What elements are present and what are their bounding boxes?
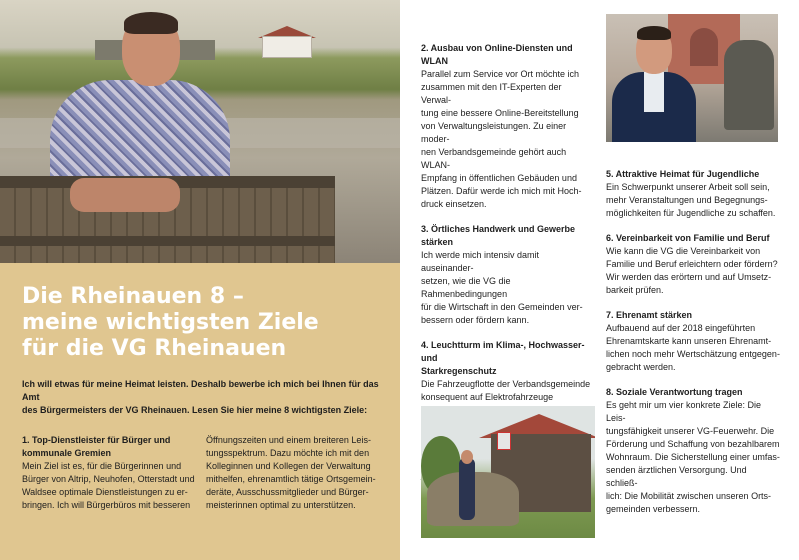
goal-5-title: 5. Attraktive Heimat für Jugendliche	[606, 169, 760, 179]
body-line: Mein Ziel ist es, für die Bürgerinnen und	[22, 461, 182, 471]
goal-1-column-right	[206, 434, 391, 512]
candidate-fence-photo	[0, 0, 400, 263]
intro-line: Ich will etwas für meine Heimat leisten. Deshalb bewerbe ich mich bei Ihnen für das Amt	[22, 379, 379, 402]
intro-text	[22, 378, 387, 417]
body-line: lichen noch mehr Wertschätzung entgegen-	[606, 349, 780, 359]
body-line: tungsfähigkeit unserer VG-Feuerwehr. Die	[606, 426, 775, 436]
body-line: Bürger von Altrip, Neuhofen, Otterstadt und	[22, 474, 195, 484]
photo-person-hair	[637, 26, 671, 40]
body-line: Öffnungszeiten und einem breiteren Leis-	[206, 435, 371, 445]
body-line: Familie und Beruf erleichtern oder fördern?	[606, 259, 778, 269]
photo-fence-rail-lower	[0, 236, 335, 246]
photo-person	[459, 458, 475, 520]
goal-5	[606, 168, 780, 220]
goal-7-title: 7. Ehrenamt stärken	[606, 310, 693, 320]
body-line: mehr Veranstaltungen und Begegnungs-	[606, 195, 768, 205]
body-line: gemeinden verbessern.	[606, 504, 701, 514]
photo-person-arms	[70, 178, 180, 212]
right-column-outer	[606, 168, 780, 528]
goal-4-title-line: 4. Leuchtturm im Klima-, Hochwasser- und	[421, 340, 585, 363]
photo-sign	[497, 432, 511, 450]
body-line: für die Wirtschaft in den Gemeinden ver-	[421, 302, 583, 312]
photo-statue	[724, 40, 774, 130]
goal-1-title-line: kommunale Gremien	[22, 448, 112, 458]
body-line: meisterinnen optimal zu unterstützen.	[206, 500, 356, 510]
barn-photo	[421, 406, 595, 538]
headline-line-3: für die VG Rheinauen	[22, 336, 287, 361]
goal-6-title: 6. Vereinbarkeit von Familie und Beruf	[606, 233, 770, 243]
goal-1-body-left	[22, 460, 200, 512]
photo-person-hair	[124, 12, 178, 34]
body-line: lich: Die Mobilität zwischen unseren Orts-	[606, 491, 772, 501]
body-line: barkeit prüfen.	[606, 285, 664, 295]
body-line: Empfang in öffentlichen Gebäuden und	[421, 173, 577, 183]
body-line: möglichkeiten für Jugendliche zu schaffen.	[606, 208, 776, 218]
page-headline	[22, 284, 392, 362]
body-line: mithelfen, ehrenamtlich tätige Ortsgemein-	[206, 474, 376, 484]
body-line: tung eine bessere Online-Bereitstellung	[421, 108, 579, 118]
body-line: Kolleginnen und Kollegen der Verwaltung	[206, 461, 371, 471]
intro-line: des Bürgermeisters der VG Rheinauen. Lesen Sie hier meine 8 wichtigsten Ziele:	[22, 405, 368, 415]
body-line: gebracht werden.	[606, 362, 676, 372]
goal-2-title: 2. Ausbau von Online-Diensten und WLAN	[421, 43, 573, 66]
body-line: zusammen mit den IT-Experten der Verwal-	[421, 82, 562, 105]
body-line: bessern oder fördern kann.	[421, 315, 530, 325]
goal-3	[421, 223, 593, 327]
body-line: Wie kann die VG die Vereinbarkeit von	[606, 246, 761, 256]
headline-line-2: meine wichtigsten Ziele	[22, 310, 319, 335]
photo-house	[262, 36, 312, 58]
goal-6	[606, 232, 780, 297]
goal-3-title: 3. Örtliches Handwerk und Gewerbe stärken	[421, 224, 576, 247]
body-line: Parallel zum Service vor Ort möchte ich	[421, 69, 580, 79]
body-line: Waldsee optimale Dienstleistungen zu er-	[22, 487, 188, 497]
goal-8	[606, 386, 780, 516]
goal-2	[421, 42, 593, 211]
goal-4-title-line: Starkregenschutz	[421, 366, 497, 376]
body-line: tungsspektrum. Dazu möchte ich mit den	[206, 448, 370, 458]
body-line: Ehrenamtskarte kann unseren Ehrenamt-	[606, 336, 772, 346]
body-line: Aufbauend auf der 2018 eingeführten	[606, 323, 756, 333]
body-line: konsequent auf Elektrofahrzeuge	[421, 392, 554, 402]
body-line: nen Verbandsgemeinde gehört auch WLAN-	[421, 147, 567, 170]
goal-8-title: 8. Soziale Verantwortung tragen	[606, 387, 743, 397]
goal-1-title	[22, 434, 200, 460]
body-line: Ich werde mich intensiv damit auseinander-	[421, 250, 540, 273]
body-line: deräte, Ausschussmitglieder und Bürger-	[206, 487, 369, 497]
body-line: Es geht mir um vier konkrete Ziele: Die Leis-	[606, 400, 762, 423]
body-line: senden ärztlichen Versorgung. Und schließ-	[606, 465, 747, 488]
headline-line-1: Die Rheinauen 8 –	[22, 284, 244, 309]
body-line: Wohnraum. Die Sicherstellung einer umfas-	[606, 452, 780, 462]
body-line: druck einsetzen.	[421, 199, 487, 209]
body-line: von Verwaltungsleistungen. Zu einer moder-	[421, 121, 567, 144]
goal-1-title-line: 1. Top-Dienstleister für Bürger und	[22, 435, 171, 445]
body-line: Plätzen. Dafür werde ich mich mit Hoch-	[421, 186, 582, 196]
body-line: Ein Schwerpunkt unserer Arbeit soll sein,	[606, 182, 770, 192]
body-line: bringen. Ich will Bürgerbüros mit besseren	[22, 500, 191, 510]
body-line: Förderung und Schaffung von bezahlbarem	[606, 439, 780, 449]
goal-1-column-left	[22, 434, 200, 512]
body-line: setzen, wie die VG die Rahmenbedingungen	[421, 276, 511, 299]
goal-7	[606, 309, 780, 374]
body-line: Die Fahrzeugflotte der Verbandsgemeinde	[421, 379, 591, 389]
photo-church-window	[690, 28, 718, 66]
photo-person-shirt	[644, 72, 664, 112]
body-line: Wir werden das erörtern und auf Umsetz-	[606, 272, 772, 282]
candidate-portrait-photo	[606, 14, 778, 142]
photo-person-head	[461, 450, 473, 464]
